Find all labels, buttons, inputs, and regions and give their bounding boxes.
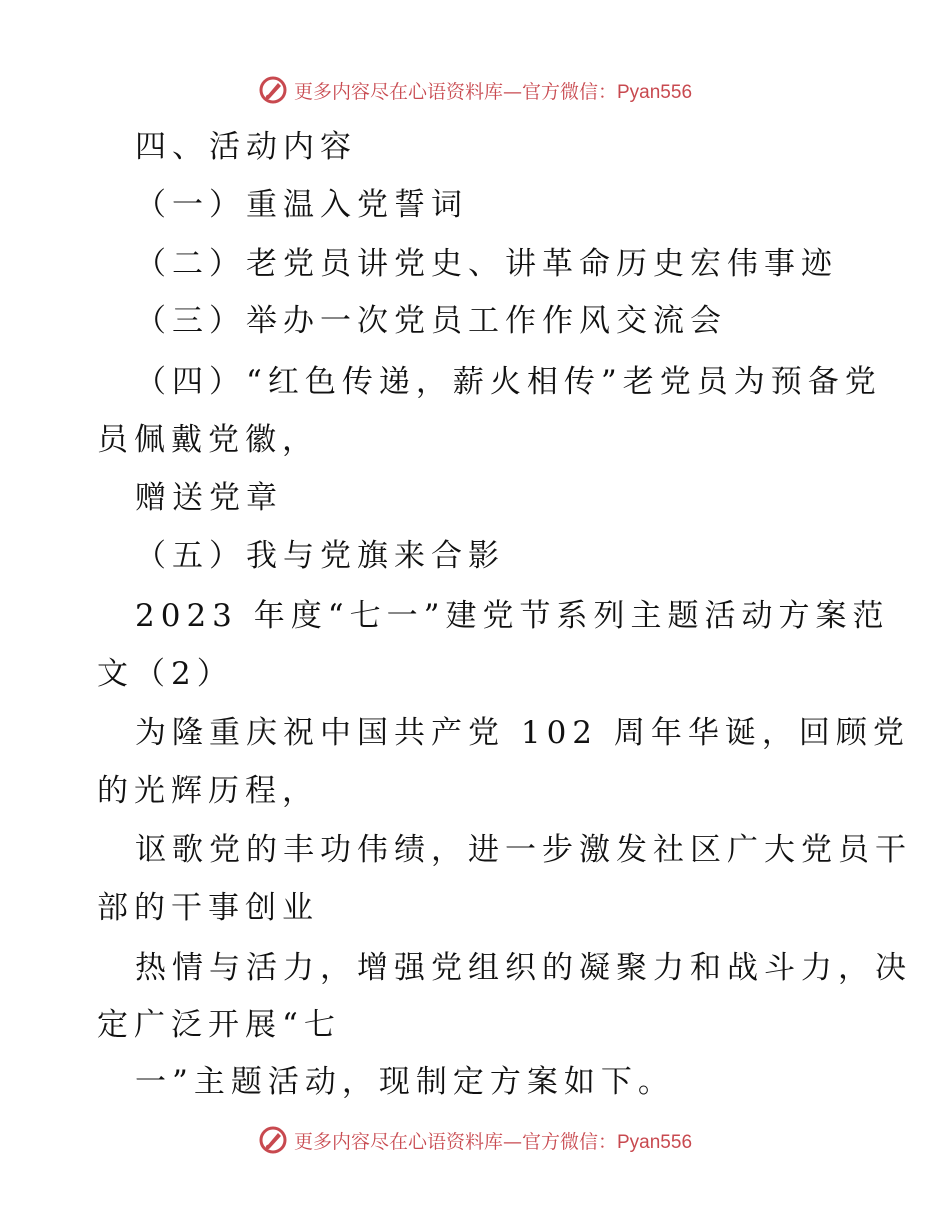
paragraph-line: 热情与活力，增强党组织的凝聚力和战斗力，决 <box>135 950 912 986</box>
watermark-text <box>294 77 692 104</box>
watermark-site-name: 更多内容尽在心语资料库 <box>293 80 503 103</box>
red-seal-pen-icon <box>258 1125 288 1155</box>
document-title-continued: 文（2） <box>97 656 234 692</box>
paragraph-line: 部的干事创业 <box>97 890 319 926</box>
watermark-wechat-id: Pyan556 <box>617 81 693 103</box>
red-seal-pen-icon <box>258 75 288 105</box>
list-item: （一）重温入党誓词 <box>135 187 468 223</box>
watermark-wechat-id: Pyan556 <box>617 1131 693 1153</box>
section-heading: 四、活动内容 <box>135 129 357 165</box>
paragraph-line: 一”主题活动，现制定方案如下。 <box>135 1064 675 1100</box>
list-item: （三）举办一次党员工作作风交流会 <box>135 303 727 339</box>
list-item: （五）我与党旗来合影 <box>135 538 505 574</box>
watermark-site-name: 更多内容尽在心语资料库 <box>293 1130 503 1153</box>
paragraph-line: 为隆重庆祝中国共产党 102 周年华诞，回顾党 <box>135 715 910 751</box>
watermark-wechat-label: 官方微信： <box>521 1130 617 1153</box>
footer-watermark <box>0 1120 950 1160</box>
list-item: （四）“红色传递，薪火相传”老党员为预备党 <box>135 364 882 400</box>
paragraph-line: 赠送党章 <box>135 480 283 516</box>
document-title: 2023 年度“七一”建党节系列主题活动方案范 <box>135 598 890 634</box>
watermark-wechat-label: 官方微信： <box>521 80 617 103</box>
list-item-continued: 员佩戴党徽， <box>97 422 319 458</box>
paragraph-line: 的光辉历程， <box>97 773 319 809</box>
header-watermark <box>0 70 950 110</box>
paragraph-line: 定广泛开展“七 <box>97 1007 341 1043</box>
watermark-text <box>294 1127 692 1154</box>
watermark-separator: — <box>502 1130 522 1153</box>
paragraph-line: 讴歌党的丰功伟绩，进一步激发社区广大党员干 <box>135 832 912 868</box>
list-item: （二）老党员讲党史、讲革命历史宏伟事迹 <box>135 246 838 282</box>
watermark-separator: — <box>502 80 522 103</box>
